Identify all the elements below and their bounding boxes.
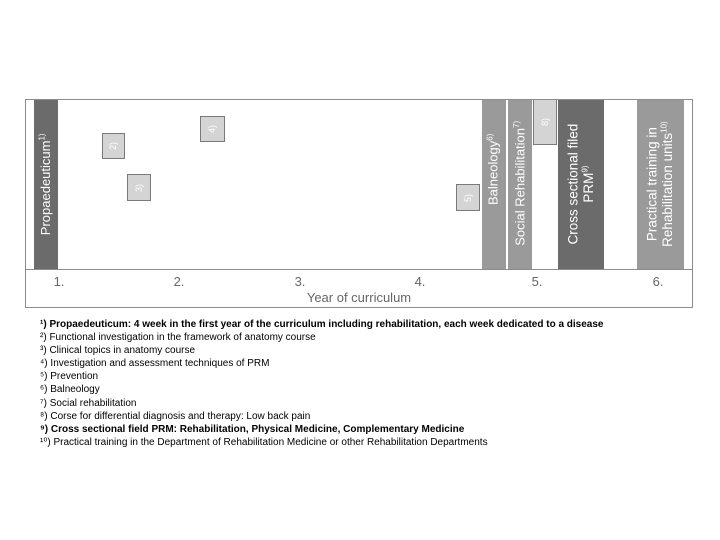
bar-practical-training-line1: Practical training in — [644, 127, 660, 242]
bar-practical-training — [637, 100, 684, 269]
legend-item-8: ⁸) Corse for differential diagnosis and therapy: Low back pain — [40, 410, 311, 422]
x-tick-4: 4. — [414, 274, 426, 289]
x-tick-3: 3. — [294, 274, 306, 289]
legend-item-2: ²) Functional investigation in the framework of anatomy course — [40, 332, 316, 344]
bar-cross-sectional-line2: PRM$^{9)}$ — [579, 165, 596, 204]
legend-item-9: ⁹) Cross sectional field PRM: Rehabilitation, Physical Medicine, Complementary Medicine — [40, 423, 465, 435]
x-axis-line — [25, 269, 693, 270]
bar-social-rehabilitation — [508, 100, 532, 269]
bar-cross-sectional-line1: Cross sectional filed — [564, 124, 580, 245]
bar-balneology-label: Balneology$^{6)}$ — [485, 133, 502, 206]
bar-practical-training-line2: Rehabilitation units$^{10)}$ — [659, 121, 675, 248]
legend-item-3: ³) Clinical topics in anatomy course — [40, 345, 196, 357]
note-box-4: 4) — [200, 116, 225, 142]
bar-balneology — [482, 100, 506, 269]
x-tick-1: 1. — [53, 274, 65, 289]
x-tick-5: 5. — [531, 274, 543, 289]
bar-propaedeuticum — [34, 100, 58, 269]
bar-practical-training-label — [645, 122, 675, 248]
legend — [40, 318, 700, 449]
legend-item-6: ⁶) Balneology — [40, 384, 100, 396]
note-box-3: 3) — [127, 174, 151, 201]
legend-item-10: ¹⁰) Practical training in the Department of Rehabilitation Medicine or other Rehabilitation Departments — [40, 436, 488, 448]
legend-item-4: ⁴) Investigation and assessment techniques of PRM — [40, 358, 270, 370]
note-box-5: 5) — [456, 184, 480, 211]
legend-item-7: ⁷) Social rehabilitation — [40, 397, 137, 409]
legend-item-1: ¹) Propaedeuticum: 4 week in the first year of the curriculum including rehabilitation, each week dedicated to a disease — [40, 319, 604, 330]
note-box-8: 8) — [533, 100, 557, 145]
bar-social-rehabilitation-label: Social Rehabilitation$^{7)}$ — [511, 120, 528, 246]
bar-cross-sectional-prm — [558, 100, 604, 269]
x-axis-title: Year of curriculum — [306, 290, 412, 305]
note-box-2: 2) — [102, 133, 125, 159]
legend-item-5: ⁵) Prevention — [40, 371, 99, 383]
x-tick-6: 6. — [652, 274, 664, 289]
x-tick-2: 2. — [173, 274, 185, 289]
bar-propaedeuticum-label: Propaedeuticum$^{1)}$ — [37, 133, 54, 236]
bar-cross-sectional-label — [566, 124, 596, 245]
